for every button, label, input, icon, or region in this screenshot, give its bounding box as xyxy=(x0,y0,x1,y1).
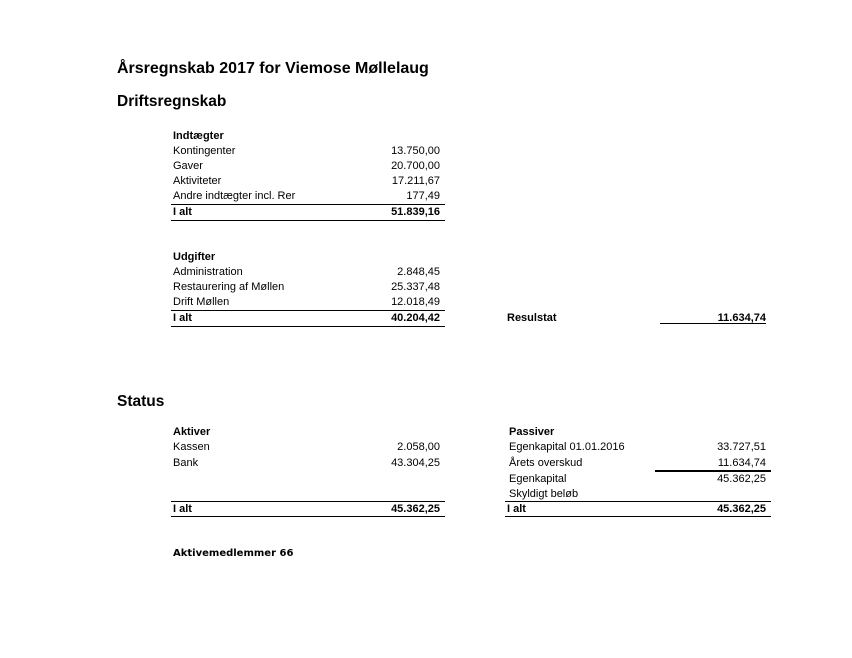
subtotal-line xyxy=(655,470,771,472)
total-label: I alt xyxy=(173,206,192,218)
divider xyxy=(171,516,445,517)
row-value: 33.727,51 xyxy=(717,441,766,453)
table-row xyxy=(173,441,440,456)
resultat-row xyxy=(660,312,766,327)
row-value: 11.634,74 xyxy=(717,457,766,469)
passiver-heading: Passiver xyxy=(509,426,555,438)
row-label: Skyldigt beløb xyxy=(509,488,579,500)
table-row xyxy=(173,457,440,472)
aktiver-heading: Aktiver xyxy=(173,426,211,438)
indtaegter-heading: Indtægter xyxy=(173,130,224,142)
row-label: Kassen xyxy=(173,441,210,453)
total-value: 45.362,25 xyxy=(717,503,766,515)
total-value: 45.362,25 xyxy=(391,503,440,515)
table-row xyxy=(173,160,440,175)
row-value: 2.058,00 xyxy=(397,441,440,453)
total-row xyxy=(173,206,440,221)
row-label: Egenkapital xyxy=(509,473,567,485)
divider xyxy=(171,326,445,327)
table-row xyxy=(173,190,440,205)
row-label: Gaver xyxy=(173,160,203,172)
divider xyxy=(505,501,771,502)
row-label: Drift Møllen xyxy=(173,296,230,308)
row-label: Årets overskud xyxy=(509,457,583,469)
row-label: Bank xyxy=(173,457,199,469)
row-label: Andre indtægter incl. Rer xyxy=(173,190,296,202)
divider xyxy=(505,516,771,517)
document-title: Årsregnskab 2017 for Viemose Møllelaug xyxy=(117,60,429,77)
status-heading: Status xyxy=(117,393,165,410)
row-value: 20.700,00 xyxy=(391,160,440,172)
resultat-label: Resulstat xyxy=(507,312,557,324)
row-label: Egenkapital 01.01.2016 xyxy=(509,441,625,453)
divider xyxy=(171,310,445,311)
row-label: Restaurering af Møllen xyxy=(173,281,285,293)
total-label: I alt xyxy=(507,503,526,515)
divider xyxy=(171,204,445,205)
table-row xyxy=(509,441,766,456)
row-value: 13.750,00 xyxy=(391,145,440,157)
total-value: 40.204,42 xyxy=(391,312,440,324)
row-value: 45.362,25 xyxy=(717,473,766,485)
driftsregnskab-heading: Driftsregnskab xyxy=(117,93,227,110)
table-row xyxy=(173,175,440,190)
row-value: 2.848,45 xyxy=(397,266,440,278)
footer-note: Aktivemedlemmer 66 xyxy=(173,548,294,559)
table-row xyxy=(173,296,440,311)
total-label: I alt xyxy=(173,312,192,324)
table-row xyxy=(173,145,440,160)
resultat-value: 11.634,74 xyxy=(717,312,766,324)
row-value: 17.211,67 xyxy=(391,175,440,187)
row-label: Aktiviteter xyxy=(173,175,222,187)
total-row xyxy=(173,312,440,327)
total-value: 51.839,16 xyxy=(391,206,440,218)
divider xyxy=(171,501,445,502)
row-value: 177,49 xyxy=(406,190,440,202)
row-label: Administration xyxy=(173,266,243,278)
total-label: I alt xyxy=(173,503,192,515)
divider xyxy=(171,220,445,221)
table-row xyxy=(173,266,440,281)
row-value: 12.018,49 xyxy=(391,296,440,308)
row-label: Kontingenter xyxy=(173,145,236,157)
table-row xyxy=(173,281,440,296)
udgifter-heading: Udgifter xyxy=(173,251,216,263)
table-row xyxy=(509,473,766,488)
row-value: 43.304,25 xyxy=(391,457,440,469)
row-value: 25.337,48 xyxy=(391,281,440,293)
